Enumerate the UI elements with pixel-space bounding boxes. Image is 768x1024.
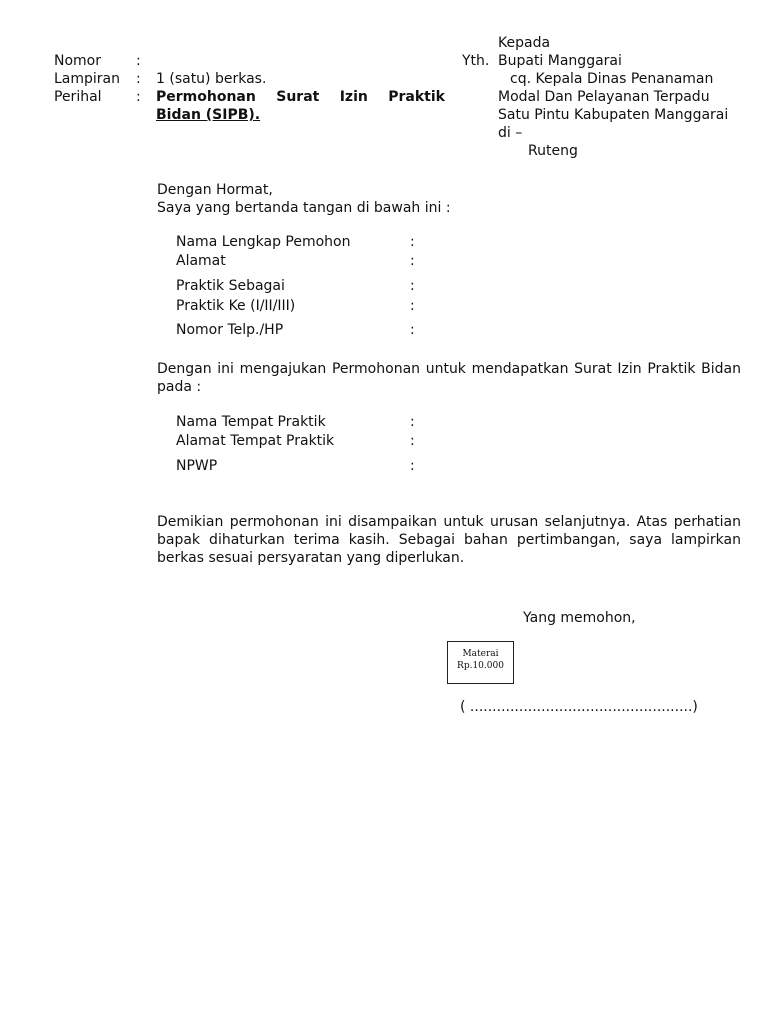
field-label: Alamat [176,253,226,269]
perihal-label: Perihal [54,89,102,105]
field-label: Nama Lengkap Pemohon [176,234,351,250]
meterai-label: Materai [462,649,499,659]
field-label: Alamat Tempat Praktik [176,433,335,449]
nomor-label: Nomor [54,53,101,69]
perihal-line2: Bidan (SIPB). [156,107,261,123]
recipient-line1: Bupati Manggarai [498,53,622,69]
recipient-kepada: Kepada [498,35,551,51]
perihal-colon: : [136,89,141,105]
recipient-line2: cq. Kepala Dinas Penanaman [510,71,714,87]
field-colon: : [410,278,415,294]
perihal-word: Praktik [388,89,445,105]
field-label: Praktik Sebagai [176,278,285,294]
intro-text: Saya yang bertanda tangan di bawah ini : [157,200,451,216]
perihal-word: Permohonan [156,89,256,105]
field-colon: : [410,433,415,449]
field-colon: : [410,234,415,250]
field-colon: : [410,253,415,269]
meterai-stamp-box [447,641,514,684]
nomor-colon: : [136,53,141,69]
field-label: Nomor Telp./HP [176,322,284,338]
field-label: NPWP [176,458,218,474]
request-paragraph: Dengan ini mengajukan Permohonan untuk mendapatkan Surat Izin Praktik Bidan pada : [157,361,741,395]
recipient-line6: Ruteng [528,143,578,159]
closing-paragraph: Demikian permohonan ini disampaikan untuk urusan selanjutnya. Atas perhatian bapak dihaturkan terima kasih. Sebagai bahan pertimbangan, saya lampirkan berkas sesuai persyaratan yang diperlukan. [157,514,741,566]
lampiran-colon: : [136,71,141,87]
field-colon: : [410,322,415,338]
perihal-line1 [156,88,445,106]
field-colon: : [410,298,415,314]
recipient-line4: Satu Pintu Kabupaten Manggarai [498,107,729,123]
lampiran-value: 1 (satu) berkas. [156,71,267,87]
yang-memohon: Yang memohon, [523,610,636,626]
field-label: Nama Tempat Praktik [176,414,326,430]
field-label: Praktik Ke (I/II/III) [176,298,296,314]
recipient-yth: Yth. [462,53,490,69]
recipient-line3: Modal Dan Pelayanan Terpadu [498,89,710,105]
field-colon: : [410,414,415,430]
recipient-line5: di – [498,125,523,141]
perihal-word: Surat [276,89,320,105]
perihal-word: Izin [339,89,368,105]
lampiran-label: Lampiran [54,71,121,87]
meterai-value: Rp.10.000 [457,661,504,671]
signature-name-placeholder: ( ..................................................) [460,699,698,715]
field-colon: : [410,458,415,474]
greeting: Dengan Hormat, [157,182,273,198]
